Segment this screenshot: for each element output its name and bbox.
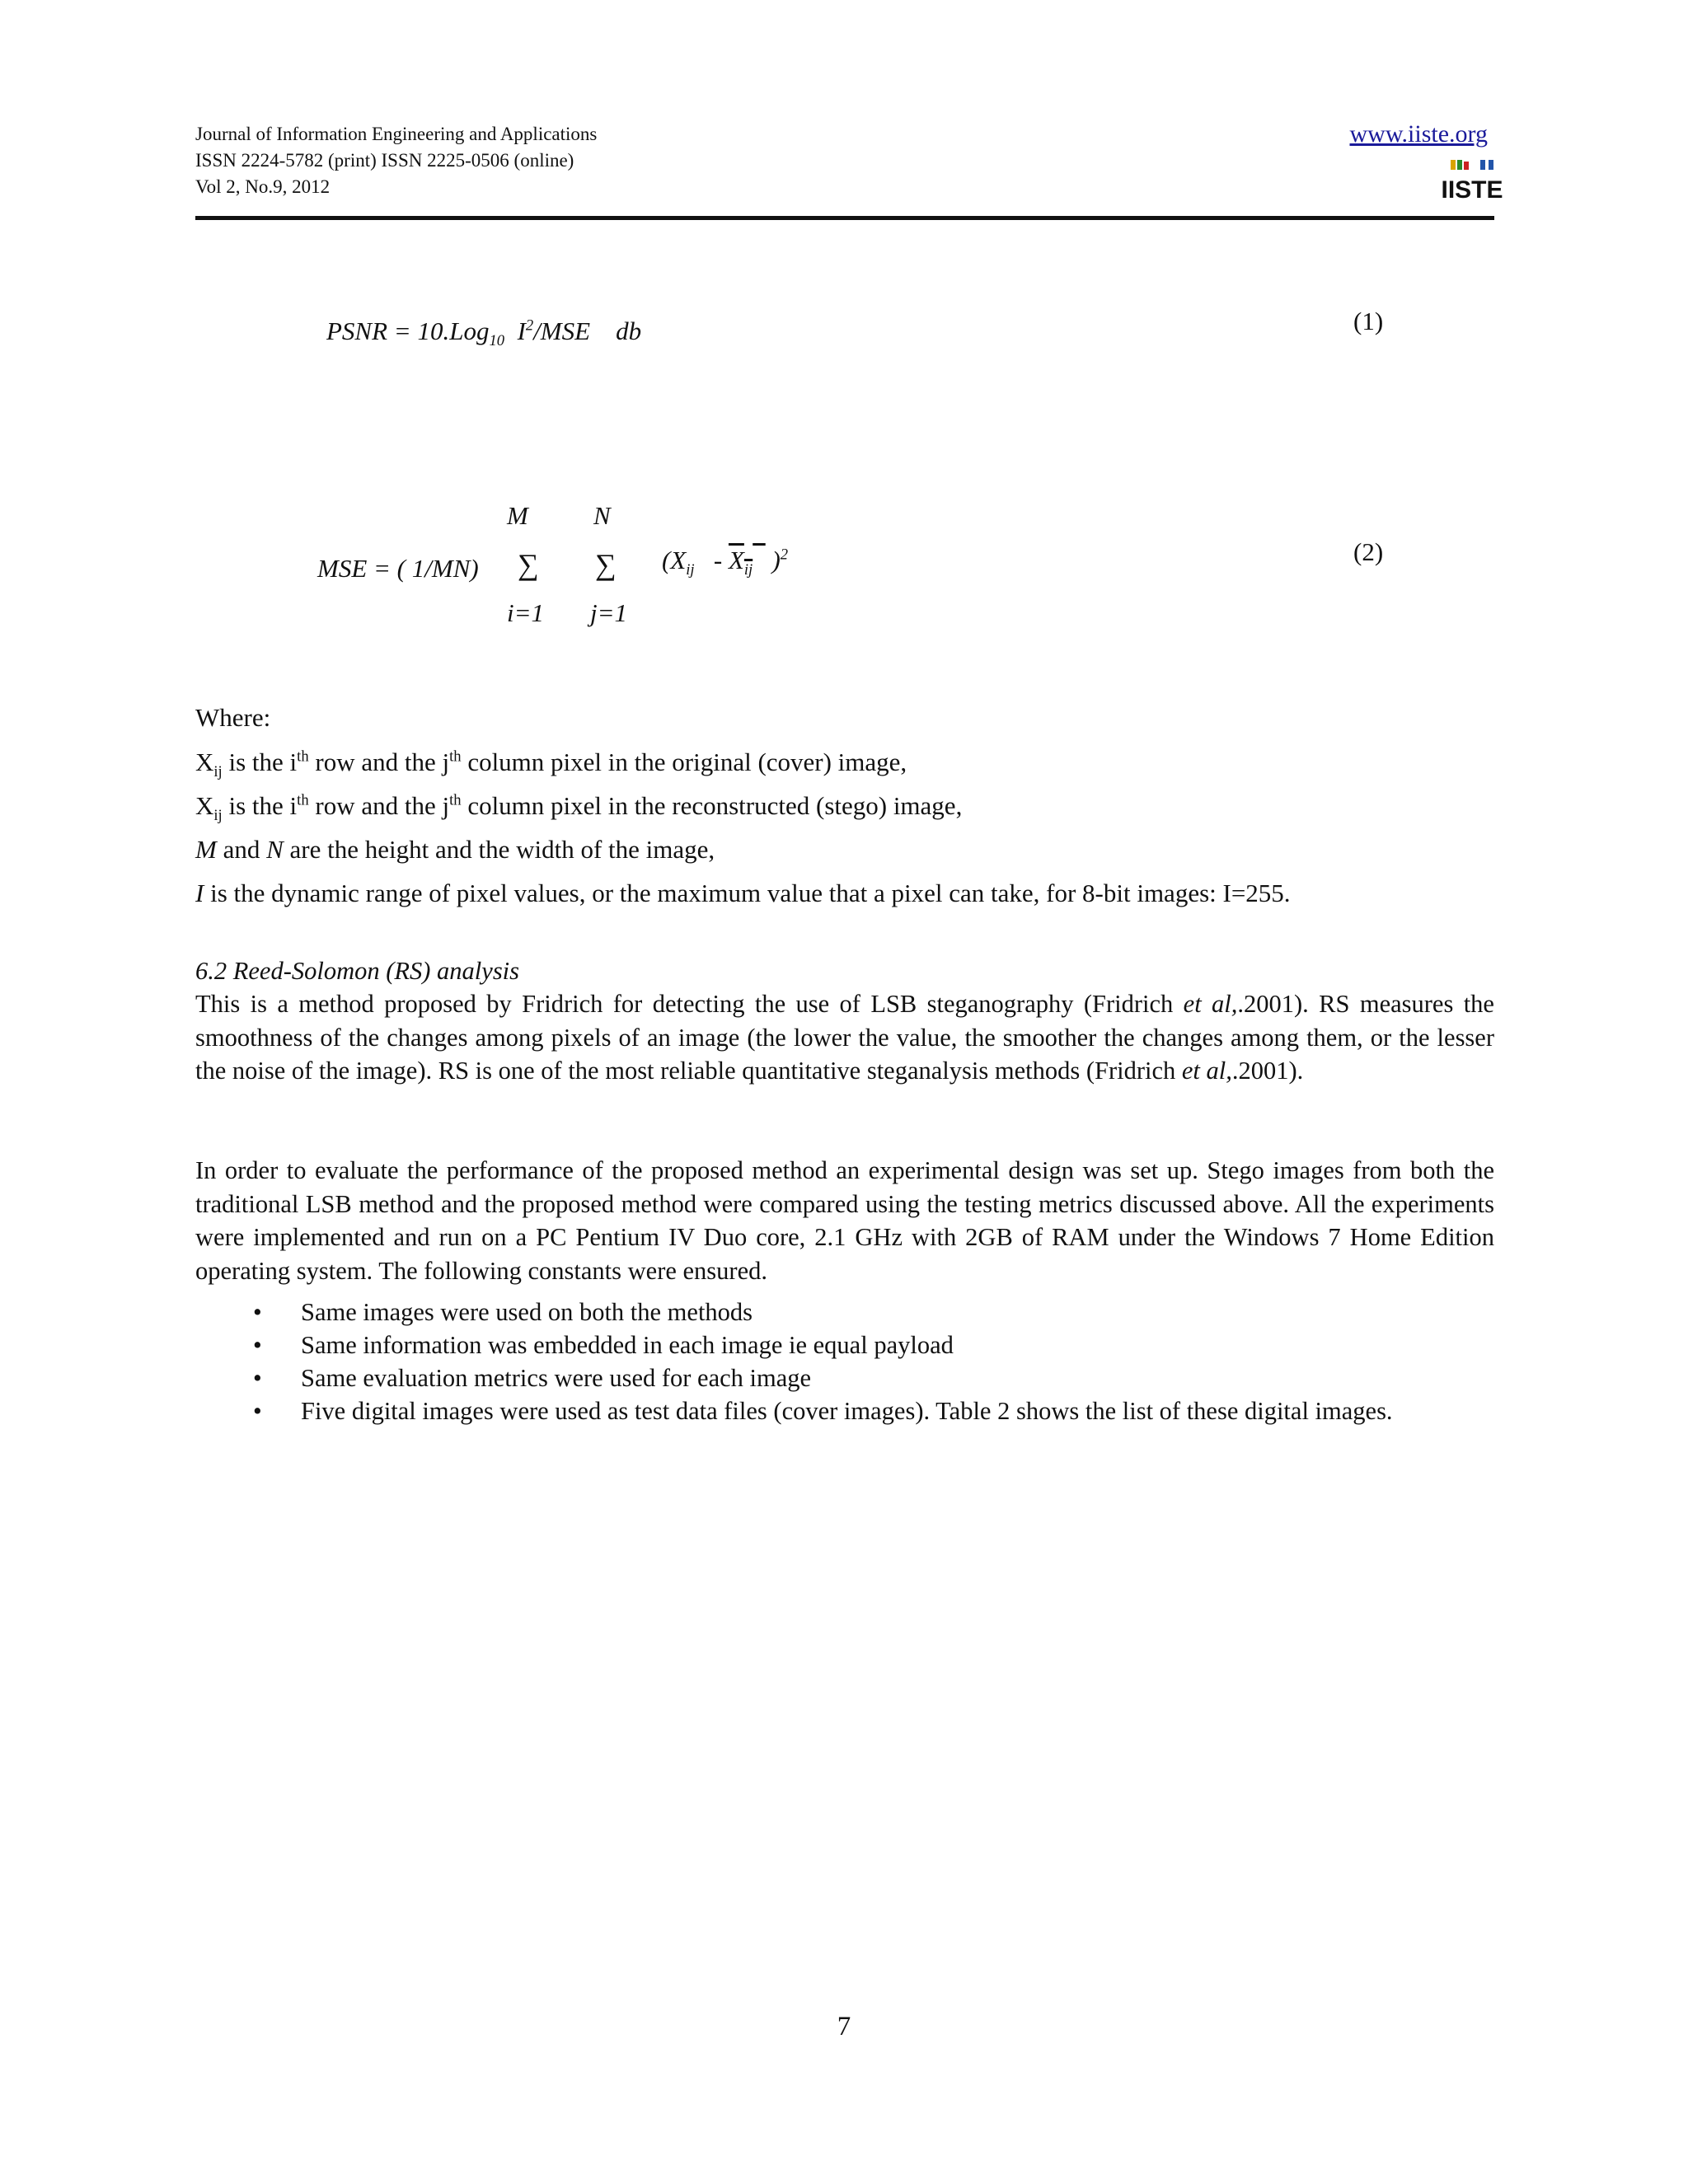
bullet-icon: • — [253, 1298, 262, 1326]
x-bar: $X_{ij}$ — [728, 546, 753, 579]
paragraph-experimental-design: In order to evaluate the performance of the proposed method an experimental design was set up. Stego images from both the traditional LSB method and the proposed method were compared using the testing metrics discussed above. All the experiments were implemented and run on a PC Pentium IV Duo core, 2.1 GHz with 2GB of RAM under the Windows 7 Home Edition operating system. The following constants were ensured. — [195, 1156, 1494, 1285]
list-item: • Same information was embedded in each image ie equal payload — [195, 1329, 1448, 1361]
definition-x-original: $X_{ij}$ is the $i^{th}$ row and the $j^{th}$ column pixel in the original (cover) image, — [195, 748, 907, 781]
sum-lower-i: i=1 — [507, 598, 545, 627]
bullet-icon: • — [253, 1364, 262, 1392]
sum-lower-j: j=1 — [590, 598, 628, 627]
iiste-logo — [1441, 158, 1503, 204]
bullet-icon: • — [253, 1331, 262, 1359]
mse-lhs: MSE = ( 1/MN) — [317, 554, 479, 583]
where-label: Where: — [195, 703, 271, 732]
header-rule — [195, 216, 1494, 220]
page-number: 7 — [837, 2012, 851, 2041]
definition-x-reconstructed: $X_{ij}$ is the $i^{th}$ row and the $j^{th}$ column pixel in the reconstructed (stego) image, — [195, 791, 963, 825]
sum-upper-m: M — [507, 501, 528, 530]
constants-list — [195, 1296, 1448, 1427]
list-item: • Same images were used on both the methods — [195, 1296, 1448, 1329]
journal-title: Journal of Information Engineering and Applications — [195, 124, 598, 144]
list-item: • Five digital images were used as test data files (cover images). Table 2 shows the list of these digital images. — [195, 1394, 1448, 1427]
logo-text: IISTE — [1441, 176, 1503, 204]
paragraph-rs-analysis: This is a method proposed by Fridrich for detecting the use of LSB steganography (Fridrich et al,.2001). RS measures the smoothness of the changes among pixels of an image (the lower the value, the smoother the changes among them, or the lesser the noise of the image). RS is one of the most reliable quantitative steganalysis methods (Fridrich et al,.2001). — [195, 990, 1494, 1085]
sigma-j: ∑ — [595, 548, 617, 581]
sigma-i: ∑ — [518, 548, 539, 581]
section-heading: 6.2 Reed-Solomon (RS) analysis — [195, 957, 520, 985]
mse-summand: ($X_{ij}$ - $X_{ij}$ )$^2$ — [662, 546, 789, 579]
definition-m-n: M and N are the height and the width of the image, — [195, 835, 715, 864]
list-item: • Same evaluation metrics were used for each image — [195, 1361, 1448, 1394]
sum-upper-n: N — [593, 501, 611, 530]
journal-volume: Vol 2, No.9, 2012 — [195, 176, 331, 197]
bullet-icon: • — [253, 1397, 262, 1425]
definition-i: I is the dynamic range of pixel values, or the maximum value that a pixel can take, for 8-bit images: I=255. — [195, 879, 1291, 907]
equation-2-number: (2) — [1353, 537, 1384, 566]
equation-1-number: (1) — [1353, 307, 1384, 335]
equation-psnr: PSNR = 10.Log$_{10}$ $I^2$/MSE db — [326, 316, 642, 350]
website-link[interactable]: www.iiste.org — [1349, 120, 1488, 148]
journal-issn: ISSN 2224-5782 (print) ISSN 2225-0506 (online) — [195, 150, 574, 171]
